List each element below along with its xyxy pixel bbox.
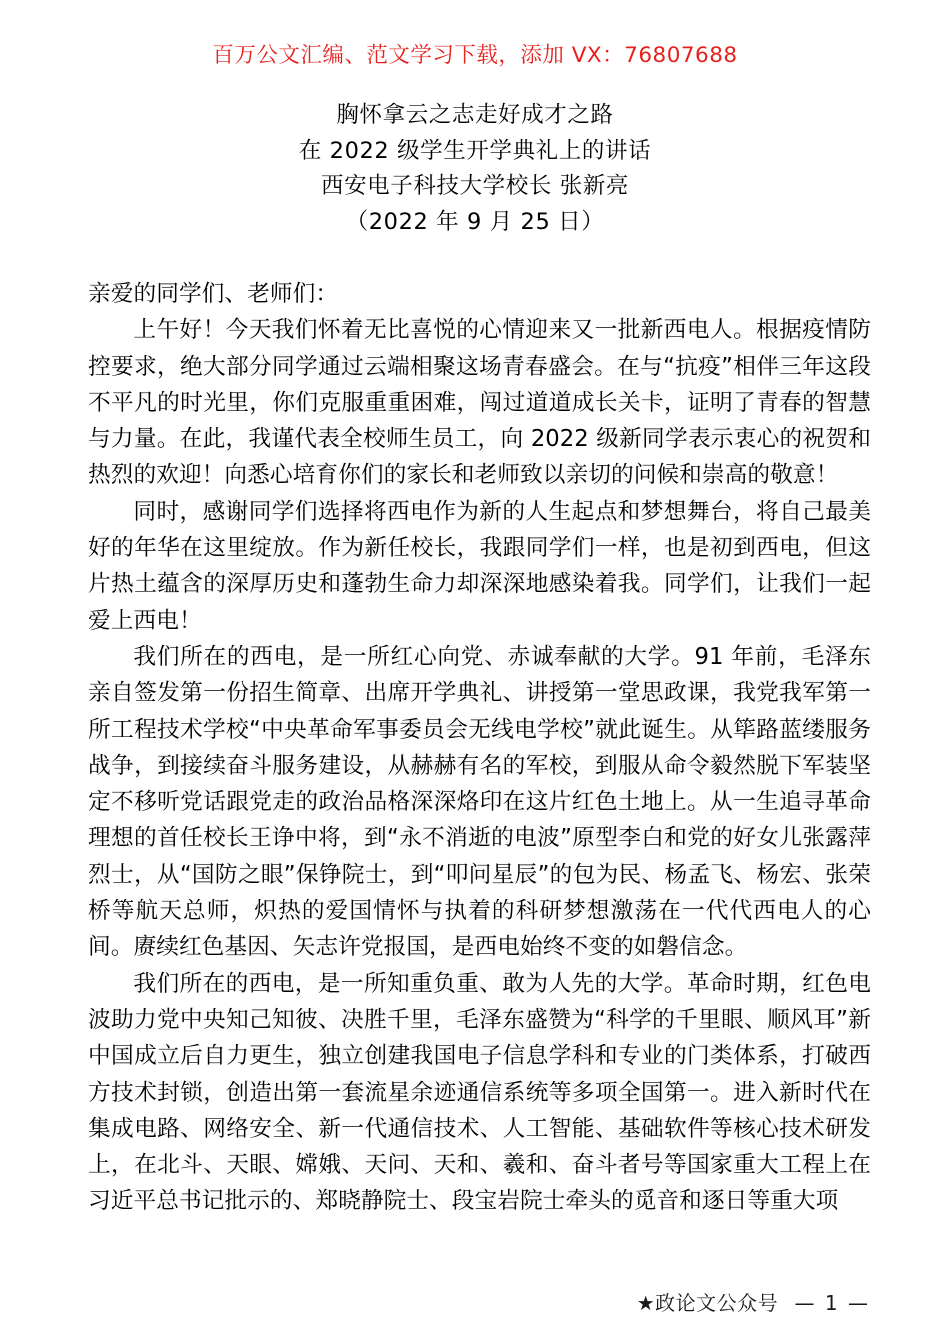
salutation-line: 亲爱的同学们、老师们： bbox=[88, 281, 339, 307]
title-date: （2022 年 9 月 25 日） bbox=[345, 208, 605, 235]
title-speaker: 西安电子科技大学校长 张新亮 bbox=[320, 173, 630, 199]
page-number: — 1 — bbox=[794, 1291, 870, 1315]
footer-watermark: ★政论文公众号 bbox=[636, 1291, 779, 1315]
paragraph-2: 同时，感谢同学们选择将西电作为新的人生起点和梦想舞台，将自己最美好的年华在这里绽放。作为新任校长，我跟同学们一样，也是初到西电，但这片热土蕴含的深厚历史和蓬勃生命力却深深地感染着我。同学们，让我们一起爱上西电！ bbox=[88, 498, 871, 634]
document-title-block bbox=[0, 98, 950, 240]
footer-content bbox=[637, 1288, 870, 1318]
page-footer bbox=[0, 1288, 950, 1320]
title-subtitle: 在 2022 级学生开学典礼上的讲话 bbox=[298, 137, 652, 164]
paragraph-4: 我们所在的西电，是一所知重负重、敢为人先的大学。革命时期，红色电波助力党中央知己知彼、决胜千里，毛泽东盛赞为“科学的千里眼、顺风耳”新中国成立后自力更生，独立创建我国电子信息学科和专业的门类体系，打破西方技术封锁，创造出第一套流星余迹通信系统等多项全国第一。进入新时代在集成电路、网络安全、新一代通信技术、人工智能、基础软件等核心技术研发上，在北斗、天眼、嫦娥、天问、天和、羲和、奋斗者号等国家重大工程上在习近平总书记批示的、郑晓静院士、段宝岩院士牵头的觅音和逐日等重大项 bbox=[88, 970, 871, 1215]
promo-banner-text: 百万公文汇编、范文学习下载，添加 VX：76807688 bbox=[212, 43, 738, 68]
paragraph-3: 我们所在的西电，是一所红心向党、赤诚奉献的大学。91 年前，毛泽东亲自签发第一份招生简章、出席开学典礼、讲授第一堂思政课，我党我军第一所工程技术学校“中央革命军事委员会无线电学校”就此诞生。从筚路蓝缕服务战争，到接续奋斗服务建设，从赫赫有名的军校，到服从命令毅然脱下军装坚定不移听党话跟党走的政治品格深深烙印在这片红色土地上。从一生追寻革命理想的首任校长王诤中将，到“永不消逝的电波”原型李白和党的好女儿张露萍烈士，从“国防之眼”保铮院士，到“叩问星辰”的包为民、杨孟飞、杨宏、张荣桥等航天总师，炽热的爱国情怀与执着的科研梦想激荡在一代代西电人的心间。赓续红色基因、矢志许党报国，是西电始终不变的如磐信念。 bbox=[88, 643, 871, 961]
paragraph-1: 上午好！今天我们怀着无比喜悦的心情迎来又一批新西电人。根据疫情防控要求，绝大部分同学通过云端相聚这场青春盛会。在与“抗疫”相伴三年这段不平凡的时光里，你们克服重重困难，闯过道道成长关卡，证明了青春的智慧与力量。在此，我谨代表全校师生员工，向 2022 级新同学表示衷心的祝贺和热烈的欢迎！向悉心培育你们的家长和老师致以亲切的问候和崇高的敬意！ bbox=[88, 317, 871, 489]
document-body bbox=[88, 276, 871, 1220]
title-main: 胸怀拿云之志走好成才之路 bbox=[336, 102, 614, 128]
